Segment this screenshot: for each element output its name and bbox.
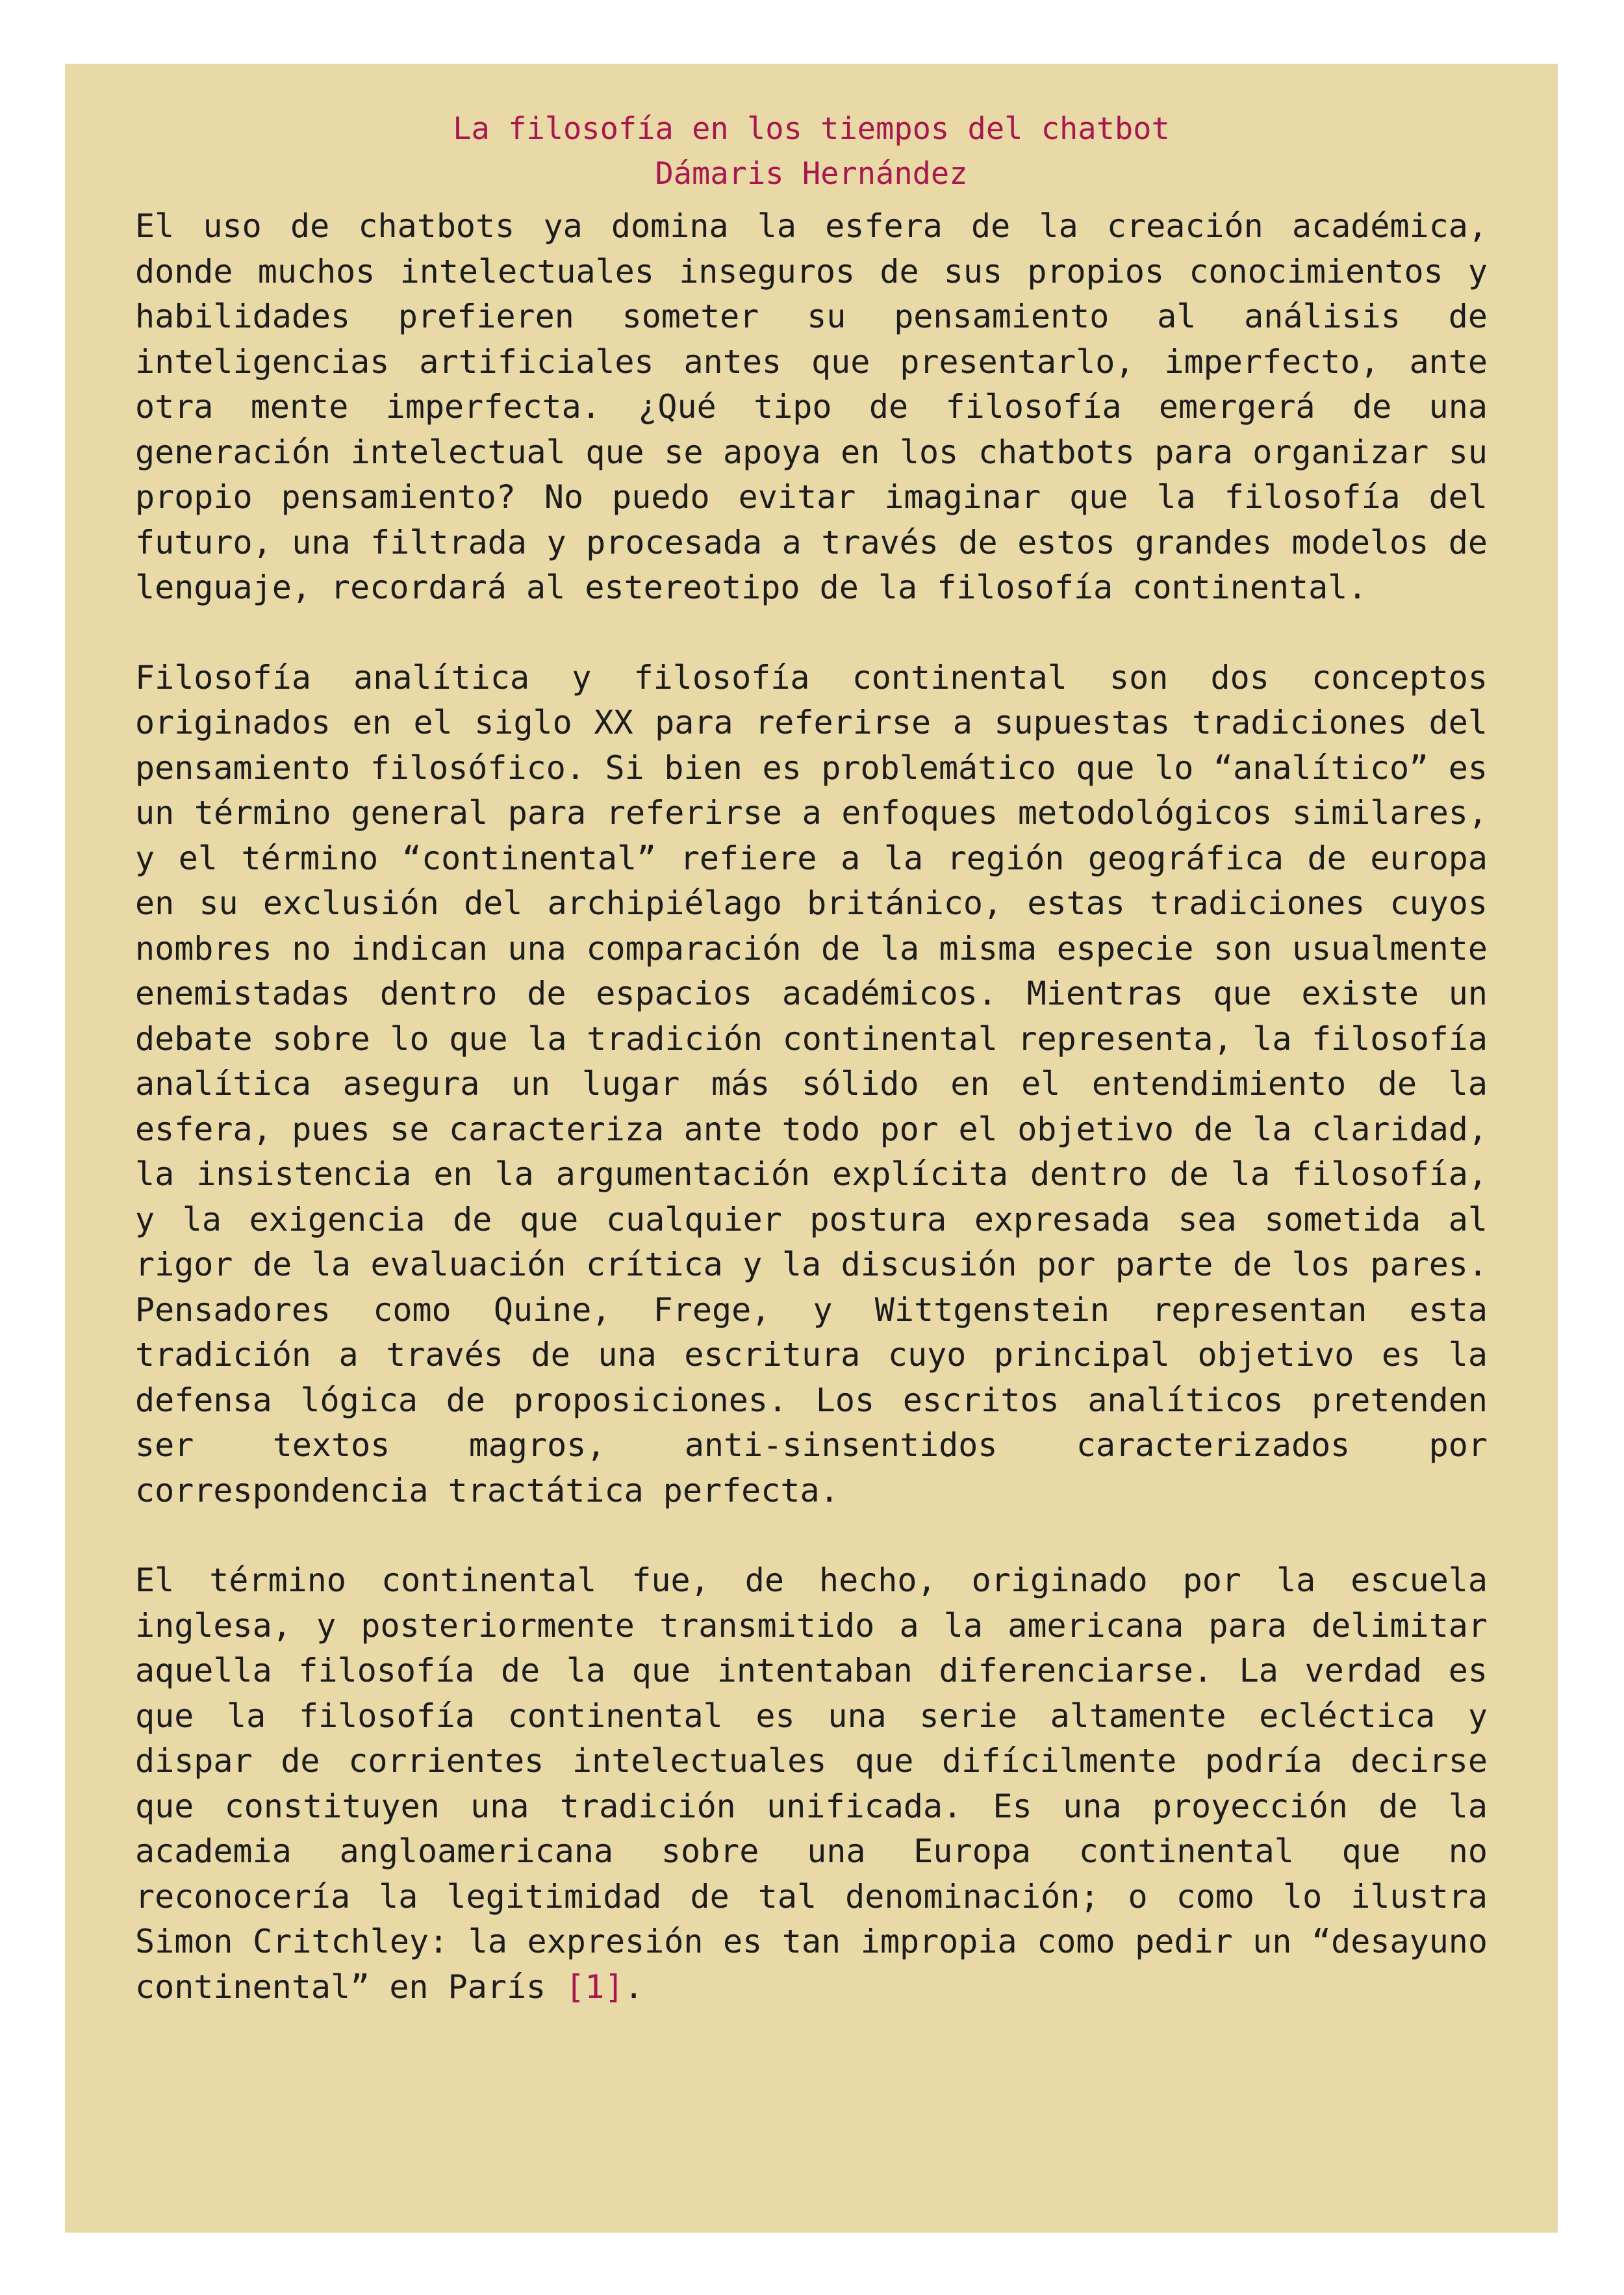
final-period: . [624,1968,644,2006]
document-page [65,64,1558,2233]
document-author: Dámaris Hernández [655,156,968,192]
paragraph-1: El uso de chatbots ya domina la esfera de la creación académica, donde muchos intelectuales inseguros de sus propios conocimientos y habilidades prefieren someter su pensamiento al análisis de inteligencias artificiales antes que presentarlo, imperfecto, ante otra mente imperfecta. ¿Qué tipo de filosofía emergerá de una generación intelectual que se apoya en los chatbots para organizar su propio pensamiento? No puedo evitar imaginar que la filosofía del futuro, una filtrada y procesada a través de estos grandes modelos de lenguaje, recordará al estereotipo de la filosofía continental. [135,207,1488,606]
document-content [135,107,1488,2010]
paragraph-2: Filosofía analítica y filosofía continental son dos conceptos originados en el siglo XX para referirse a supuestas tradiciones del pensamiento filosófico. Si bien es problemático que lo “analítico” es un término general para referirse a enfoques metodológicos similares, y el término “continental” refiere a la región geográfica de europa en su exclusión del archipiélago británico, estas tradiciones cuyos nombres no indican una comparación de la misma especie son usualmente enemistadas dentro de espacios académicos. Mientras que existe un debate sobre lo que la tradición continental representa, la filosofía analítica asegura un lugar más sólido en el entendimiento de la esfera, pues se caracteriza ante todo por el objetivo de la claridad, la insistencia en la argumentación explícita dentro de la filosofía, y la exigencia de que cualquier postura expresada sea sometida al rigor de la evaluación crítica y la discusión por parte de los pares. Pensadores como Quine, Frege, y Wittgenstein representan esta tradición a través de una escritura cuyo principal objetivo es la defensa lógica de proposiciones. Los escritos analíticos pretenden ser textos magros, anti-sinsentidos caracterizados por correspondencia tractática perfecta. [135,658,1488,1509]
paragraph-3 [135,1558,1488,2010]
header [135,107,1488,196]
reference-link[interactable]: [1] [565,1968,624,2006]
paragraph-3-text: El término continental fue, de hecho, originado por la escuela inglesa, y posteriormente transmitido a la americana para delimitar aquella filosofía de la que intentaban diferenciarse. La verdad es que la filosofía continental es una serie altamente ecléctica y dispar de corrientes intelectuales que difícilmente podría decirse que constituyen una tradición unificada. Es una proyección de la academia angloamericana sobre una Europa continental que no reconocería la legitimidad de tal denominación; o como lo ilustra Simon Critchley: la expresión es tan impropia como pedir un “desayuno continental” en París [135,1561,1488,2006]
document-title: La filosofía en los tiempos del chatbot [453,111,1170,147]
